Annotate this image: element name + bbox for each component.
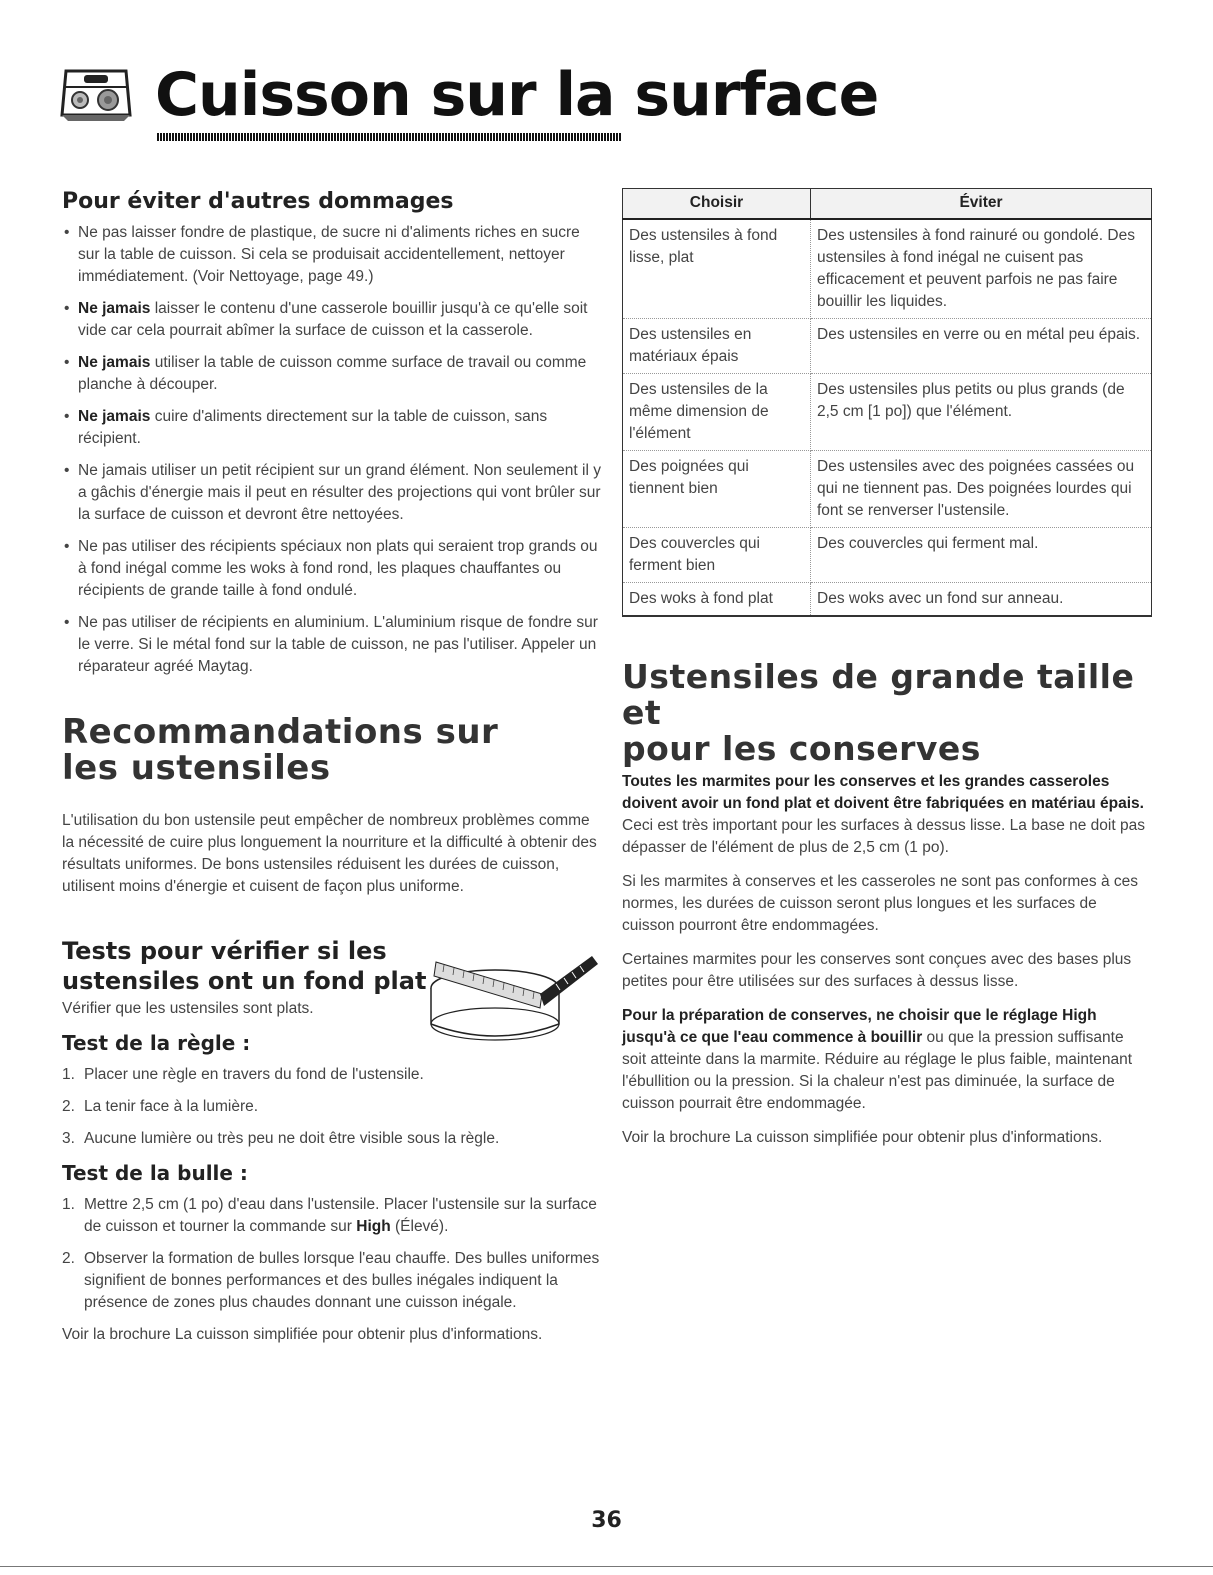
recommend-body: L'utilisation du bon ustensile peut empêcher de nombreux problèmes comme la nécessité de cuire plus longuement la nourriture et la difficulté à obtenir des résultats uniformes. De bons ustensiles réduisent les durées de cuisson, utilisent moins d'énergie et cuisent de façon plus uniforme. — [62, 812, 597, 895]
table-row: Des poignées qui tiennent bien Des ustensiles avec des poignées cassées ou qui ne tiennent pas. Des poignées lourdes qui font se renverser l'ustensile. — [623, 450, 1152, 527]
footer-rule — [0, 1566, 1213, 1567]
bubble-steps — [62, 1194, 602, 1314]
canning-heading: Ustensiles de grande taille et pour les conserves — [622, 656, 1135, 768]
list-item: • Ne jamais utiliser la table de cuisson comme surface de travail ou comme planche à découper. — [62, 352, 602, 396]
ruler-steps — [62, 1064, 602, 1150]
list-item: • Ne pas utiliser des récipients spéciaux non plats qui seraient trop grands ou à fond inégal comme les woks à fond rond, les plaques chauffantes ou récipients de grande taille à fond ondulé. — [62, 536, 602, 602]
tests-intro: Vérifier que les ustensiles sont plats. — [62, 1000, 314, 1017]
recommend-heading: Recommandations sur les ustensiles — [62, 712, 499, 788]
list-item: 2. Observer la formation de bulles lorsque l'eau chauffe. Des bulles uniformes signifient de bonnes performances et des bulles inégales indiquent la présence de zones plus chaudes donnant une cuisson inégale. — [62, 1250, 600, 1311]
bubble-test-heading: Test de la bulle : — [62, 1161, 248, 1185]
cooktop-icon — [60, 67, 132, 123]
table-header-choose: Choisir — [623, 189, 811, 219]
page-title: Cuisson sur la surface — [155, 60, 879, 130]
canning-p1: Toutes les marmites pour les conserves et les grandes casseroles doivent avoir un fond plat et doivent être fabriquées en matériau épais. Ceci est très important pour les surfaces à dessus lisse. La base ne doit pas dépasser de l'élément de plus de 2,5 cm (1 po). — [622, 772, 1145, 856]
table-row: Des woks à fond plat Des woks avec un fond sur anneau. — [623, 582, 1152, 616]
tests-more-info: Voir la brochure La cuisson simplifiée pour obtenir plus d'informations. — [62, 1326, 543, 1343]
table-row: Des ustensiles de la même dimension de l'élément Des ustensiles plus petits ou plus grands (de 2,5 cm [1 po]) que l'élément. — [623, 373, 1152, 450]
list-item: • Ne jamais laisser le contenu d'une casserole bouillir jusqu'à ce qu'elle soit vide car cela pourrait abîmer la surface de cuisson et la casserole. — [62, 298, 602, 342]
list-item: • Ne jamais utiliser un petit récipient sur un grand élément. Non seulement il y a gâchis d'énergie mais il peut en résulter des projections qui vont brûler sur la surface de cuisson et devront être nettoyées. — [62, 460, 602, 526]
list-item: • Ne pas utiliser de récipients en aluminium. L'aluminium risque de fondre sur le verre. Si le métal fond sur la table de cuisson, ne pas l'utiliser. Appeler un réparateur agréé Maytag. — [62, 612, 602, 678]
table-header-avoid: Éviter — [811, 189, 1152, 219]
table-row: Des ustensiles en matériaux épais Des ustensiles en verre ou en métal peu épais. — [623, 318, 1152, 373]
cookware-table — [622, 188, 1152, 617]
canning-p5: Voir la brochure La cuisson simplifiée pour obtenir plus d'informations. — [622, 1128, 1103, 1146]
list-item: 1. Mettre 2,5 cm (1 po) d'eau dans l'ustensile. Placer l'ustensile sur la surface de cuisson et tourner la commande sur High (Élevé). — [62, 1196, 597, 1235]
table-row: Des ustensiles à fond lisse, plat Des ustensiles à fond rainuré ou gondolé. Des ustensiles à fond inégal ne cuisent pas efficacement et peuvent parfois ne pas faire bouillir les liquides. — [623, 219, 1152, 319]
canning-p4: Pour la préparation de conserves, ne choisir que le réglage High jusqu'à ce que l'eau commence à bouillir ou que la pression suffisante soit atteinte dans la marmite. Réduire au réglage le plus faible, maintenant l'ébullition ou la pression. Si la chaleur n'est pas diminuée, la surface de cuisson pourrait être endommagée. — [622, 1006, 1133, 1112]
page-header — [55, 55, 879, 155]
damage-list — [62, 222, 602, 678]
list-item: 3. Aucune lumière ou très peu ne doit être visible sous la règle. — [62, 1130, 500, 1147]
damage-heading: Pour éviter d'autres dommages — [62, 189, 454, 214]
pan-ruler-illustration — [420, 936, 600, 1046]
list-item: • Ne jamais cuire d'aliments directement sur la table de cuisson, sans récipient. — [62, 406, 602, 450]
list-item: • Ne pas laisser fondre de plastique, de sucre ni d'aliments riches en sucre sur la table de cuisson. Si cela se produisait accidentellement, nettoyer immédiatement. (Voir Nettoyage, page 49.) — [62, 222, 602, 288]
tests-heading: Tests pour vérifier si les ustensiles ont un fond plat — [62, 937, 427, 995]
left-column — [62, 188, 602, 1346]
title-rule — [157, 133, 622, 141]
right-column — [622, 188, 1152, 1149]
list-item: 2. La tenir face à la lumière. — [62, 1098, 259, 1115]
canning-p2: Si les marmites à conserves et les casseroles ne sont pas conformes à ces normes, les durées de cuisson seront plus longues et les surfaces de cuisson pourront être endommagées. — [622, 872, 1139, 934]
ruler-test-heading: Test de la règle : — [62, 1031, 251, 1055]
canning-p3: Certaines marmites pour les conserves sont conçues avec des bases plus petites pour être utilisées sur des surfaces à dessus lisse. — [622, 950, 1132, 990]
table-row: Des couvercles qui ferment bien Des couvercles qui ferment mal. — [623, 527, 1152, 582]
page-number: 36 — [591, 1508, 622, 1533]
tests-section — [62, 936, 602, 1346]
list-item: 1. Placer une règle en travers du fond de l'ustensile. — [62, 1066, 424, 1083]
